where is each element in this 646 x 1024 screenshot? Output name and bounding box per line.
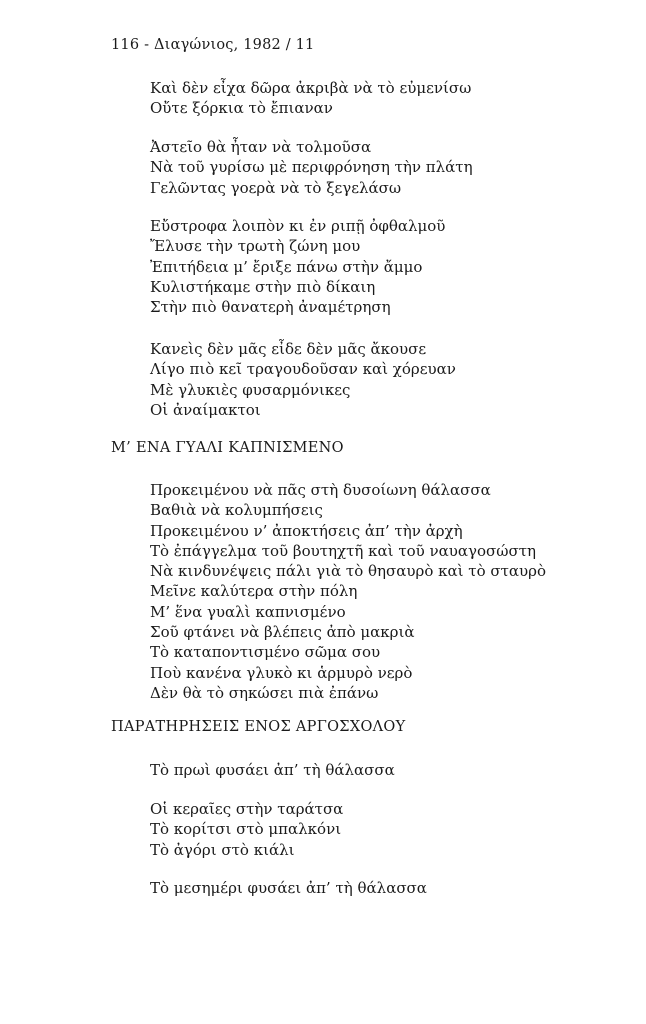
page-number: 116 — [111, 37, 140, 53]
poem1-stanza-3 — [150, 216, 445, 317]
poem3-stanza-2 — [150, 799, 343, 860]
poem-line: Λίγο πιὸ κεῖ τραγουδοῦσαν καὶ χόρευαν — [150, 360, 456, 379]
poem-line: Ἀστεῖο θὰ ἦταν νὰ τολμοῦσα — [150, 138, 372, 156]
poem1-stanza-1 — [150, 78, 471, 119]
poem3-title: ΠΑΡΑΤΗΡΗΣΕΙΣ ΕΝΟΣ ΑΡΓΟΣΧΟΛΟΥ — [111, 719, 406, 735]
poem-line: Νὰ κινδυνέψεις πάλι γιὰ τὸ θησαυρὸ καὶ τὸ σταυρὸ — [150, 562, 547, 581]
poem3-stanza-3 — [150, 878, 427, 898]
poem-line: Τὸ κορίτσι στὸ μπαλκόνι — [150, 820, 342, 839]
poem-line: Μὲ γλυκιὲς φυσαρμόνικες — [150, 380, 351, 399]
poem-line: Ποὺ κανένα γλυκὸ κι ἁρμυρὸ νερὸ — [150, 663, 413, 682]
poem1-stanza-2 — [150, 137, 473, 198]
poem-line: Τὸ καταποντισμένο σῶμα σου — [150, 643, 381, 662]
poem-line: Οὔτε ξόρκια τὸ ἔπιαναν — [150, 99, 333, 118]
poem3-stanza-1 — [150, 760, 395, 780]
poem-line: Σοῦ φτάνει νὰ βλέπεις ἀπὸ μακριὰ — [150, 623, 415, 642]
poem-line: Κανεὶς δὲν μᾶς εἶδε δὲν μᾶς ἄκουσε — [150, 340, 427, 358]
poem-line: Γελῶντας γοερὰ νὰ τὸ ξεγελάσω — [150, 178, 402, 197]
poem-line: Μ’ ἕνα γυαλὶ καπνισμένο — [150, 602, 346, 621]
poem-line: Τὸ ἐπάγγελμα τοῦ βουτηχτῆ καὶ τοῦ ναυαγοσώστη — [150, 541, 537, 560]
poem-line: Προκειμένου ν’ ἀποκτήσεις ἀπ’ τὴν ἀρχὴ — [150, 521, 463, 540]
running-head-text: Διαγώνιος, 1982 / 11 — [154, 37, 315, 53]
poem-line: Οἱ κεραῖες στὴν ταράτσα — [150, 800, 344, 818]
poem-line: Μεῖνε καλύτερα στὴν πόλη — [150, 582, 358, 601]
poem-line: Τὸ ἀγόρι στὸ κιάλι — [150, 840, 295, 859]
poem1-stanza-4 — [150, 339, 456, 420]
running-header: 116 - Διαγώνιος, 1982 / 11 — [111, 37, 315, 53]
poem2-body — [150, 480, 546, 703]
poem2-title: Μ’ ΕΝΑ ΓΥΑΛΙ ΚΑΠΝΙΣΜΕΝΟ — [111, 440, 344, 456]
poem-line: Εὔστροφα λοιπὸν κι ἐν ριπῇ ὀφθαλμοῦ — [150, 217, 446, 235]
poem-line: Ἔλυσε τὴν τρωτὴ ζώνη μου — [150, 237, 361, 256]
poem-line: Τὸ μεσημέρι φυσάει ἀπ’ τὴ θάλασσα — [150, 879, 427, 897]
poem-line: Οἱ ἀναίμακτοι — [150, 400, 261, 419]
poem-line: Τὸ πρωὶ φυσάει ἀπ’ τὴ θάλασσα — [150, 761, 395, 779]
poem-line: Ἐπιτήδεια μ’ ἔριξε πάνω στὴν ἄμμο — [150, 257, 423, 276]
poem-line: Δὲν θὰ τὸ σηκώσει πιὰ ἐπάνω — [150, 683, 379, 702]
poem-line: Νὰ τοῦ γυρίσω μὲ περιφρόνηση τὴν πλάτη — [150, 158, 473, 177]
poem-line: Στὴν πιὸ θανατερὴ ἀναμέτρηση — [150, 298, 391, 317]
poem-line: Καὶ δὲν εἶχα δῶρα ἀκριβὰ νὰ τὸ εὐμενίσω — [150, 79, 472, 97]
poem-line: Κυλιστήκαμε στὴν πιὸ δίκαιη — [150, 277, 376, 296]
poem-line: Βαθιὰ νὰ κολυμπήσεις — [150, 501, 323, 520]
poem-line: Προκειμένου νὰ πᾶς στὴ δυσοίωνη θάλασσα — [150, 481, 491, 499]
